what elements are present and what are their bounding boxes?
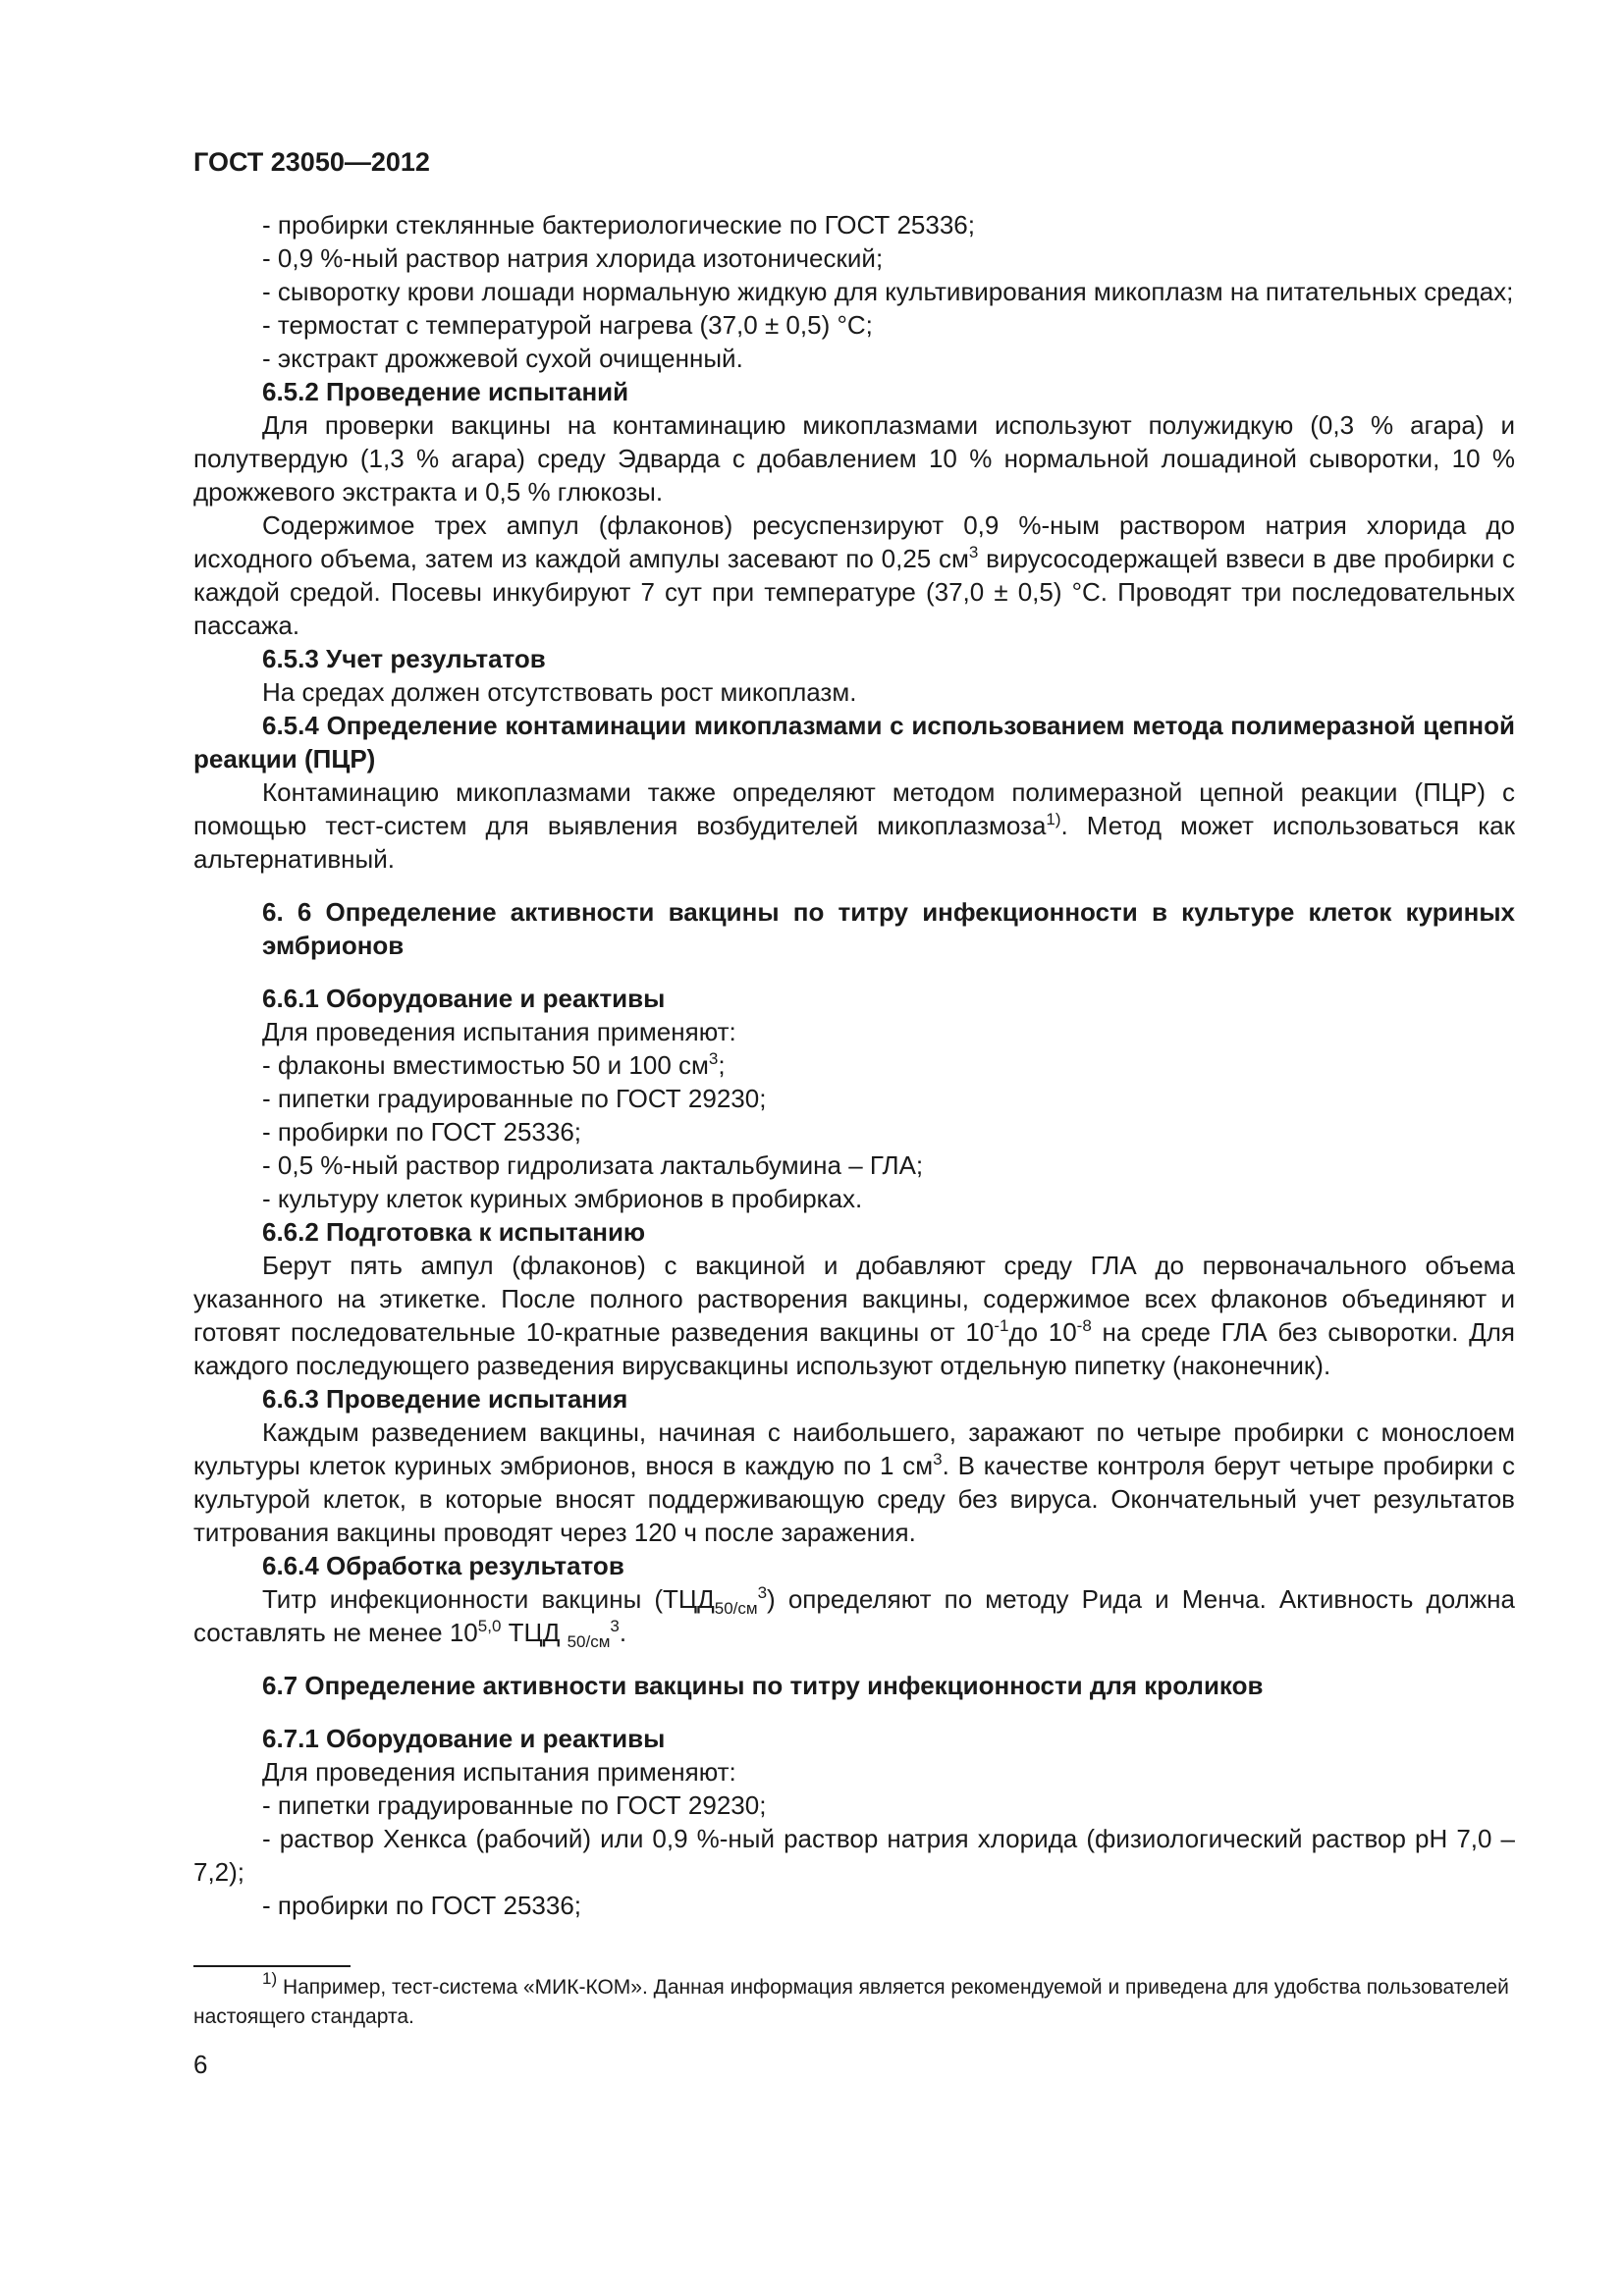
list-item: - пробирки по ГОСТ 25336;	[262, 1117, 582, 1147]
subsection-heading-6-6-1: 6.6.1 Оборудование и реактивы	[262, 984, 666, 1013]
footnote-divider	[193, 1965, 351, 1967]
subsection-heading-6-5-2: 6.5.2 Проведение испытаний	[262, 377, 629, 406]
paragraph: Титр инфекционности вакцины $(ТЦД_{50/см}^3)$ определяют по методу Рида и Менча. Активность должна составлять не менее 10$^{5,0}$ ТЦД $_{50/см}^3$.	[193, 1583, 1515, 1651]
section-heading-6-7: 6.7 Определение активности вакцины по титру инфекционности для кроликов	[262, 1671, 1264, 1700]
footnote-marker: 1)	[262, 1969, 278, 1988]
paragraph: Для проведения испытания применяют:	[262, 1757, 736, 1787]
subsection-heading-6-6-2: 6.6.2 Подготовка к испытанию	[262, 1217, 646, 1247]
list-item: - 0,9 %-ный раствор натрия хлорида изотонический;	[262, 243, 884, 273]
subsection-heading-6-5-4: 6.5.4 Определение контаминации микоплазмами с использованием метода полимеразной цепной реакции (ПЦР)	[193, 711, 1515, 774]
footnote: $^{1)}$ Например, тест-система «МИК-КОМ». Данная информация является рекомендуемой и приведена для удобства пользователей настоящего стандарта.	[193, 1969, 1509, 2028]
list-item: - пробирки по ГОСТ 25336;	[262, 1891, 582, 1920]
list-item: - 0,5 %-ный раствор гидролизата лактальбумина – ГЛА;	[262, 1150, 924, 1180]
document-header: ГОСТ 23050—2012	[193, 147, 430, 177]
paragraph: На средах должен отсутствовать рост микоплазм.	[262, 677, 857, 707]
paragraph: Берут пять ампул (флаконов) с вакциной и добавляют среду ГЛА до первоначального объема указанного на этикетке. После полного растворения вакцины, содержимое всех флаконов объединяют и готовят последовательные 10-кратные разведения вакцины от $10^{-1}до$ $10^{-8}$ на среде ГЛА без сыворотки. Для каждого последующего разведения вирусвакцины используют отдельную пипетку (наконечник).	[193, 1251, 1515, 1380]
subsection-heading-6-7-1: 6.7.1 Оборудование и реактивы	[262, 1724, 666, 1753]
paragraph: Для проверки вакцины на контаминацию микоплазмами используют полужидкую (0,3 % агара) и полутвердую (1,3 % агара) среду Эдварда с добавлением 10 % нормальной лошадиной сыворотки, 10 % дрожжевого экстракта и 0,5 % глюкозы.	[193, 410, 1515, 507]
section-heading-6-6: 6. 6 Определение активности вакцины по титру инфекционности в культуре клеток куриных эмбрионов	[262, 897, 1515, 960]
paragraph: Контаминацию микоплазмами также определяют методом полимеразной цепной реакции (ПЦР) с помощью тест-систем для выявления возбудителей микоплазмоза$^{1)}$. Метод может использоваться как альтернативный.	[193, 777, 1515, 874]
subsection-heading-6-6-3: 6.6.3 Проведение испытания	[262, 1384, 628, 1414]
list-item: - сыворотку крови лошади нормальную жидкую для культивирования микоплазм на питательных средах;	[262, 277, 1514, 306]
list-item: - культуру клеток куриных эмбрионов в пробирках.	[262, 1184, 863, 1213]
list-item: - раствор Хенкса (рабочий) или 0,9 %-ный раствор натрия хлорида (физиологический раствор рН 7,0 – 7,2);	[193, 1824, 1515, 1887]
subsection-heading-6-6-4: 6.6.4 Обработка результатов	[262, 1551, 624, 1580]
list-item: - пипетки градуированные по ГОСТ 29230;	[262, 1790, 767, 1820]
list-item: - пипетки градуированные по ГОСТ 29230;	[262, 1084, 767, 1113]
page-number: 6	[193, 2050, 208, 2079]
paragraph: Каждым разведением вакцины, начиная с наибольшего, заражают по четыре пробирки с монослоем культуры клеток куриных эмбрионов, внося в каждую по 1 $см^3$. В качестве контроля берут четыре пробирки с культурой клеток, в которые вносят поддерживающую среду без вируса. Окончательный учет результатов титрования вакцины проводят через 120 ч после заражения.	[193, 1417, 1516, 1547]
list-item: - пробирки стеклянные бактериологические по ГОСТ 25336;	[262, 210, 975, 240]
subsection-heading-6-5-3: 6.5.3 Учет результатов	[262, 644, 546, 673]
document-body	[193, 208, 1515, 1922]
paragraph: Для проведения испытания применяют:	[262, 1017, 736, 1046]
paragraph: Содержимое трех ампул (флаконов) ресуспензируют 0,9 %-ным раствором натрия хлорида до исходного объема, затем из каждой ампулы засевают по 0,25 $см^3$ вирусосодержащей взвеси в две пробирки с каждой средой. Посевы инкубируют 7 сут при температуре (37,0 ± 0,5) °С. Проводят три последовательных пассажа.	[193, 510, 1515, 640]
footnote-reference: 1)	[1046, 810, 1061, 828]
list-item: - флаконы вместимостью 50 и 100 $см^3$;	[262, 1049, 726, 1080]
list-item: - экстракт дрожжевой сухой очищенный.	[262, 344, 743, 373]
list-item: - термостат с температурой нагрева (37,0 ± 0,5) °С;	[262, 310, 873, 340]
